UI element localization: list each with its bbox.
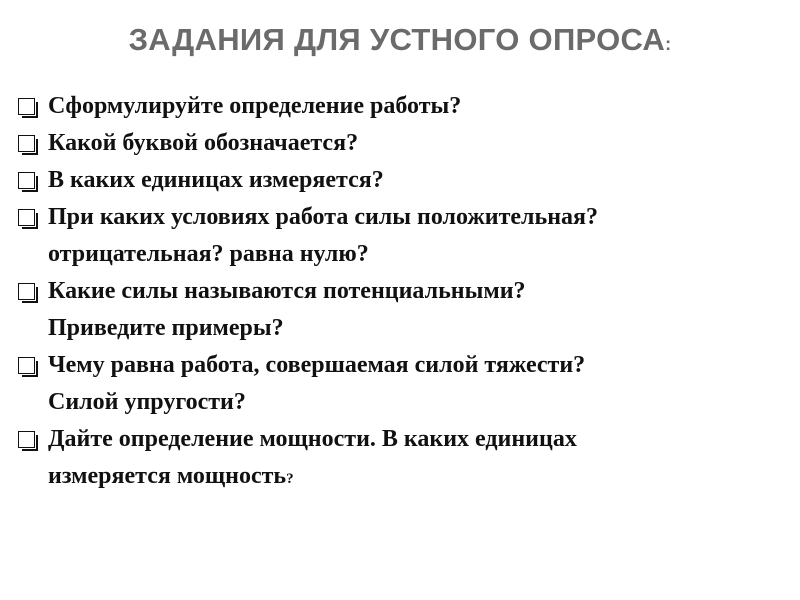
- question-text: [48, 347, 788, 421]
- question-line: Сформулируйте определение работы?: [48, 93, 462, 119]
- question-item-3: [18, 162, 788, 199]
- question-line: отрицательная? равна нулю?: [48, 241, 369, 267]
- question-line: Силой упругости?: [48, 389, 246, 415]
- question-item-1: [18, 88, 788, 125]
- checkbox-bullet-icon: [18, 431, 35, 448]
- checkbox-bullet-icon: [18, 172, 35, 189]
- question-item-5: [18, 273, 788, 347]
- question-line: В каких единицах измеряется?: [48, 167, 384, 193]
- title-colon: :: [665, 34, 672, 54]
- checkbox-bullet-icon: [18, 135, 35, 152]
- question-line-text: измеряется мощность: [48, 463, 287, 489]
- checkbox-bullet-icon: [18, 357, 35, 374]
- question-line: Чему равна работа, совершаемая силой тяжести?: [48, 352, 586, 378]
- question-text: [48, 88, 788, 125]
- question-text: [48, 162, 788, 199]
- question-line: Приведите примеры?: [48, 315, 284, 341]
- question-line: Какие силы называются потенциальными?: [48, 278, 526, 304]
- question-line: При каких условиях работа силы положительная?: [48, 204, 599, 230]
- question-text: [48, 199, 788, 273]
- question-text: [48, 273, 788, 347]
- question-item-6: [18, 347, 788, 421]
- checkbox-bullet-icon: [18, 98, 35, 115]
- question-item-2: [18, 125, 788, 162]
- title-text: ЗАДАНИЯ ДЛЯ УСТНОГО ОПРОСА: [128, 22, 666, 57]
- question-text: [48, 421, 788, 498]
- checkbox-bullet-icon: [18, 283, 35, 300]
- question-item-7: [18, 421, 788, 498]
- question-line-with-suffix: [48, 458, 788, 498]
- question-item-4: [18, 199, 788, 273]
- question-line: Дайте определение мощности. В каких единицах: [48, 426, 577, 452]
- question-line: Какой буквой обозначается?: [48, 130, 359, 156]
- question-list: [18, 88, 788, 498]
- page-title: [0, 22, 800, 58]
- checkbox-bullet-icon: [18, 209, 35, 226]
- question-mark: ?: [286, 471, 294, 487]
- question-text: [48, 125, 788, 162]
